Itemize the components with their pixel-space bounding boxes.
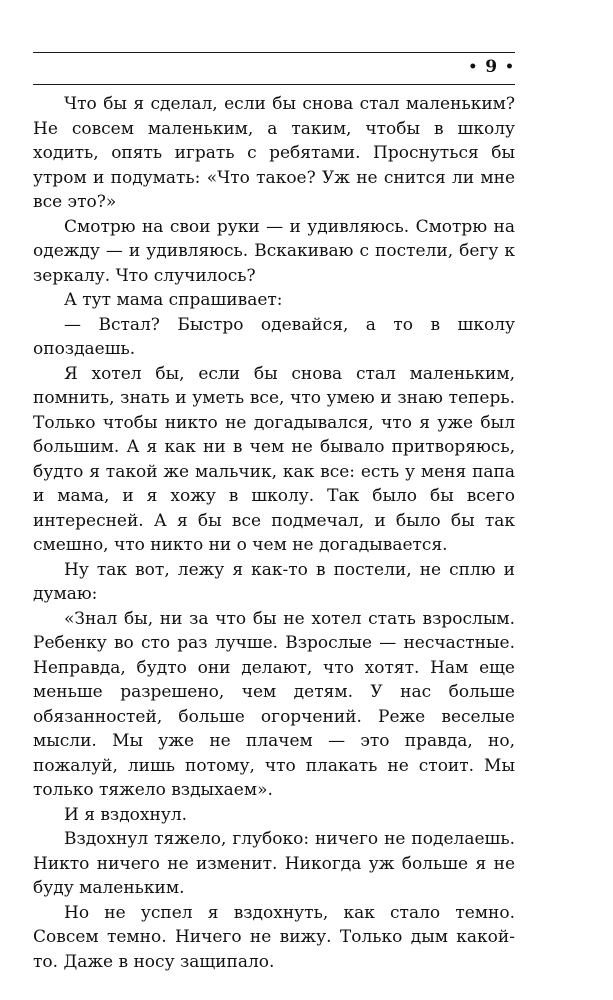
paragraph: Но не успел я вздохнуть, как стало темно. Совсем темно. Ничего не вижу. Только дым какой-то. Даже в носу защипало. [33,902,515,972]
paragraph: Ну так вот, лежу я как-то в постели, не сплю и думаю: [33,559,515,604]
right-ornament: • [505,59,515,75]
page-number-value: 9 [485,57,499,77]
body-text [33,92,515,974]
paragraph: Вздохнул тяжело, глубоко: ничего не поделаешь. Никто ничего не изменит. Никогда уж больше я не буду маленьким. [33,829,515,898]
paragraph: Смотрю на свои руки — и удивляюсь. Смотрю на одежду — и удивляюсь. Вскакиваю с постели, бегу к зеркалу. Что случилось? [33,216,515,286]
header-top-rule [33,52,515,53]
paragraph: — Встал? Быстро одевайся, а то в школу опоздаешь. [33,314,515,359]
paragraph: Что бы я сделал, если бы снова стал маленьким? Не совсем маленьким, а таким, чтобы в школу ходить, опять играть с ребятами. Проснуться бы утром и подумать: «Что такое? Уж не снится ли мне все это?» [33,94,515,212]
header-bottom-rule [33,84,515,85]
paragraph: Я хотел бы, если бы снова стал маленьким, помнить, знать и уметь все, что умею и знаю теперь. Только чтобы никто не догадывался, что я уже был большим. А я как ни в чем не бывало притворяюсь, будто я такой же мальчик, как все: есть у меня папа и мама, и я хожу в школу. Так было бы всего интересней. А я бы все подмечал, и было бы так смешно, что никто ни о чем не догадывается. [33,363,515,555]
page-number [468,57,515,77]
left-ornament: • [468,59,479,75]
paragraph: «Знал бы, ни за что бы не хотел стать взрослым. Ребенку во сто раз лучше. Взрослые — несчастные. Неправда, будто они делают, что хотят. Нам еще меньше разрешено, чем детям. У нас больше обязанностей, больше огорчений. Реже веселые мысли. Мы уже не плачем — это правда, но, пожалуй, лишь потому, что плакать не стоит. Мы только тяжело вздыхаем». [33,608,515,800]
paragraph: А тут мама спрашивает: [64,290,283,310]
paragraph: И я вздохнул. [64,804,188,825]
